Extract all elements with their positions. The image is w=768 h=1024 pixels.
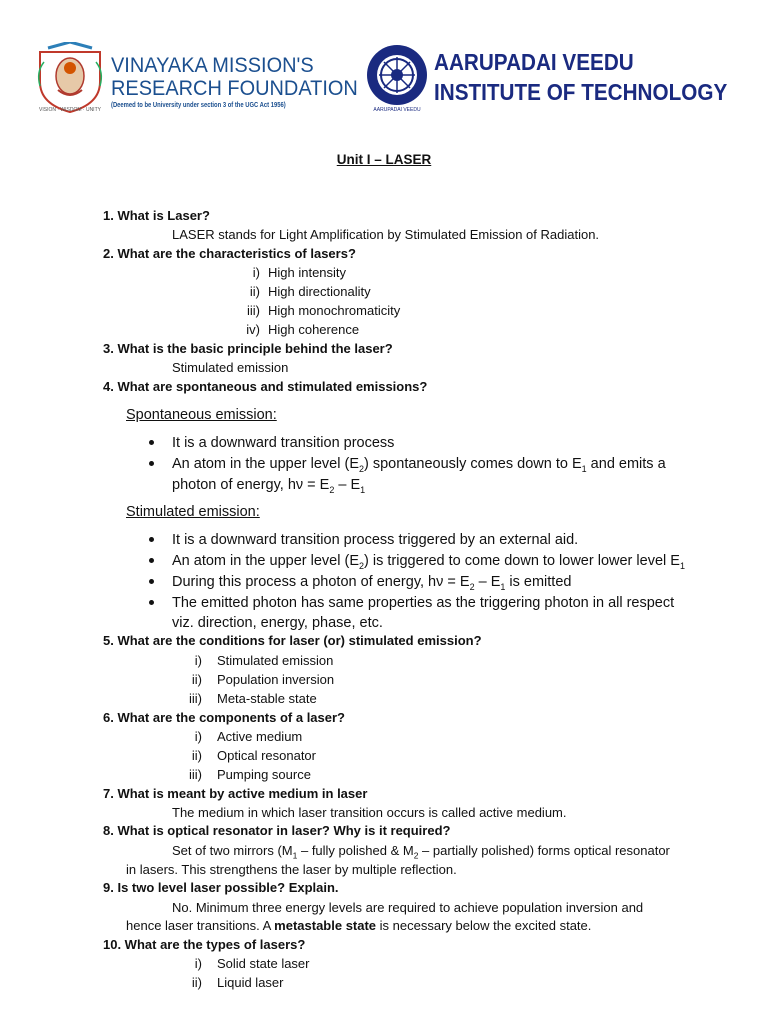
- stimulated-point-4: The emitted photon has same properties as the triggering photon in all respect: [172, 595, 675, 611]
- vmrf-seal-text: VISION · WISDOM · UNITY: [39, 107, 101, 113]
- question-10: 10. What are the types of lasers?: [103, 937, 306, 952]
- question-3: 3. What is the basic principle behind the laser?: [103, 341, 393, 356]
- question-8: 8. What is optical resonator in laser? Why is it required?: [103, 823, 451, 838]
- bullet-icon: [149, 579, 154, 584]
- list-item-num: ii): [249, 284, 260, 299]
- list-item-num: iii): [189, 691, 202, 706]
- list-item-num: i): [252, 265, 260, 280]
- spontaneous-heading: Spontaneous emission:: [126, 407, 277, 423]
- vmrf-deemed-note: (Deemed to be University under section 3 of the UGC Act 1956): [111, 100, 286, 109]
- list-item: Liquid laser: [217, 975, 284, 990]
- question-1: 1. What is Laser?: [103, 208, 210, 223]
- list-item-num: iv): [246, 322, 260, 337]
- stimulated-point-4-cont: viz. direction, energy, phase, etc.: [172, 615, 383, 631]
- list-item-num: i): [194, 956, 202, 971]
- list-item-num: ii): [191, 672, 202, 687]
- answer-8-line1: Set of two mirrors ($M_1$ – fully polished & $M_2$ – partially polished) forms optical resonator: [172, 843, 670, 861]
- list-item: High coherence: [268, 322, 360, 337]
- bullet-icon: [149, 600, 154, 605]
- stimulated-point-1: It is a downward transition process triggered by an external aid.: [172, 532, 579, 548]
- list-item: High monochromaticity: [268, 303, 401, 318]
- spontaneous-point-1: It is a downward transition process: [172, 435, 395, 451]
- list-item: High intensity: [268, 265, 347, 280]
- avit-seal: [366, 44, 428, 106]
- page-title: Unit I – LASER: [336, 152, 432, 167]
- list-item-num: iii): [247, 303, 260, 318]
- question-6: 6. What are the components of a laser?: [103, 710, 345, 725]
- list-item: High directionality: [268, 284, 371, 299]
- avit-name-line2: INSTITUTE OF TECHNOLOGY: [434, 79, 728, 105]
- list-item-num: iii): [189, 767, 202, 782]
- list-item-num: ii): [191, 748, 202, 763]
- avit-name-line1: AARUPADAI VEEDU: [434, 49, 634, 75]
- question-5: 5. What are the conditions for laser (or) stimulated emission?: [103, 633, 482, 648]
- question-7: 7. What is meant by active medium in laser: [103, 786, 368, 801]
- vmrf-name-line1: VINAYAKA MISSION'S: [111, 54, 314, 77]
- answer-3: Stimulated emission: [172, 360, 289, 375]
- question-2: 2. What are the characteristics of lasers?: [103, 246, 356, 261]
- list-item: Stimulated emission: [217, 653, 334, 668]
- list-item: Solid state laser: [217, 956, 310, 971]
- answer-1: LASER stands for Light Amplification by Stimulated Emission of Radiation.: [172, 227, 600, 242]
- list-item-num: ii): [191, 975, 202, 990]
- stimulated-point-2: An atom in the upper level $(E_2)$ is triggered to come down to lower lower level $E_1$: [172, 553, 685, 571]
- answer-8-line2: in lasers. This strengthens the laser by multiple reflection.: [126, 862, 457, 877]
- bullet-icon: [149, 558, 154, 563]
- vmrf-seal-icon: [34, 42, 106, 116]
- bullet-icon: [149, 440, 154, 445]
- stimulated-point-3: During this process a photon of energy, $h\nu = E_2 - E_1$ is emitted: [172, 574, 572, 592]
- answer-7: The medium in which laser transition occurs is called active medium.: [172, 805, 567, 820]
- bullet-icon: [149, 537, 154, 542]
- question-9: 9. Is two level laser possible? Explain.: [103, 880, 339, 895]
- bullet-icon: [149, 461, 154, 466]
- vmrf-name-line2: RESEARCH FOUNDATION: [111, 77, 358, 100]
- avit-seal-icon: [366, 44, 428, 106]
- list-item-num: i): [194, 653, 202, 668]
- spontaneous-point-2: An atom in the upper level $(E_2)$ spontaneously comes down to $E_1$ and emits a: [172, 456, 666, 474]
- question-4: 4. What are spontaneous and stimulated emissions?: [103, 379, 428, 394]
- list-item: Meta-stable state: [217, 691, 317, 706]
- list-item: Population inversion: [217, 672, 335, 687]
- vmrf-seal: [34, 42, 106, 116]
- list-item: Pumping source: [217, 767, 311, 782]
- list-item: Optical resonator: [217, 748, 316, 763]
- list-item: Active medium: [217, 729, 303, 744]
- list-item-num: i): [194, 729, 202, 744]
- avit-seal-text: AARUPADAI VEEDU: [373, 107, 421, 113]
- spontaneous-point-2-cont: photon of energy, $h\nu = E_2 - E_1$: [172, 477, 366, 495]
- stimulated-heading: Stimulated emission:: [126, 504, 260, 520]
- answer-9-line1: No. Minimum three energy levels are required to achieve population inversion and: [172, 900, 644, 915]
- answer-9-line2: hence laser transitions. A metastable state is necessary below the excited state.: [126, 918, 592, 933]
